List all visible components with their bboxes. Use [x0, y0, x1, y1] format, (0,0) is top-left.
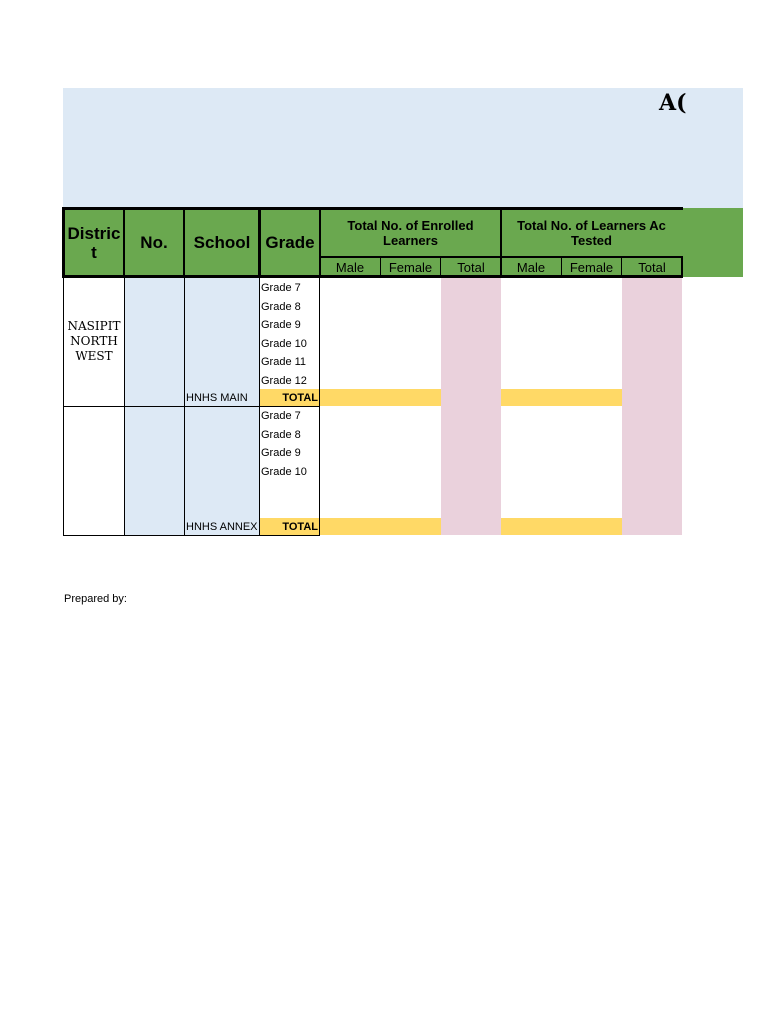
header-tested-learners: Total No. of Learners Ac Tested: [501, 209, 682, 257]
border-line: [561, 257, 562, 277]
header-district: Distric t: [64, 209, 124, 276]
report-title: A(: [659, 90, 687, 116]
prepared-by-label: Prepared by:: [64, 593, 127, 605]
border-line: [63, 406, 320, 407]
border-line: [440, 257, 441, 277]
border-line: [319, 278, 320, 536]
border-line: [62, 207, 683, 210]
grade-cell: Grade 9: [261, 319, 301, 331]
border-line: [258, 207, 261, 278]
district-cell: NASIPIT NORTH WEST: [67, 319, 121, 363]
header-enrolled-learners: Total No. of Enrolled Learners: [320, 209, 501, 257]
grade-cell: Grade 12: [261, 374, 307, 387]
total-row-main-tested: [501, 389, 622, 406]
header-enrolled-male: Male: [320, 258, 380, 276]
header-enrolled-female: Female: [380, 258, 441, 276]
border-line: [124, 278, 125, 536]
grade-cell: Grade 10: [261, 337, 307, 350]
border-line: [184, 278, 185, 536]
border-line: [183, 207, 185, 278]
border-line: [63, 278, 64, 536]
border-line: [259, 278, 260, 536]
enrolled-total-column: [441, 278, 501, 535]
border-line: [62, 207, 65, 278]
header-extension: [682, 208, 743, 277]
border-line: [63, 535, 320, 536]
header-school: School: [184, 209, 260, 276]
school-name: HNHS MAIN: [186, 392, 248, 404]
total-label: TOTAL: [282, 392, 318, 404]
border-line: [62, 275, 683, 278]
report-banner: [63, 88, 743, 208]
grade-cell: Grade 10: [261, 465, 307, 478]
header-tested-total: Total: [622, 258, 682, 276]
border-line: [123, 207, 125, 278]
tested-total-column: [622, 278, 682, 535]
grade-cell: Grade 8: [261, 300, 301, 313]
border-line: [681, 257, 683, 277]
header-tested-male: Male: [501, 258, 561, 276]
border-line: [621, 257, 622, 277]
total-row-annex-tested: [501, 518, 622, 535]
grade-cell: Grade 9: [261, 447, 301, 459]
header-tested-female: Female: [561, 258, 622, 276]
header-no: No.: [124, 209, 184, 276]
grade-cell: Grade 8: [261, 428, 301, 441]
school-name: HNHS ANNEX: [186, 521, 258, 533]
grade-cell: Grade 11: [261, 356, 307, 368]
border-line: [380, 257, 381, 277]
border-line: [319, 207, 321, 278]
header-grade: Grade: [260, 209, 320, 276]
grade-cell: Grade 7: [261, 282, 301, 294]
total-label: TOTAL: [282, 521, 318, 533]
border-line: [319, 256, 683, 258]
border-line: [500, 207, 502, 278]
header-enrolled-total: Total: [441, 258, 501, 276]
grade-cell: Grade 7: [261, 410, 301, 422]
